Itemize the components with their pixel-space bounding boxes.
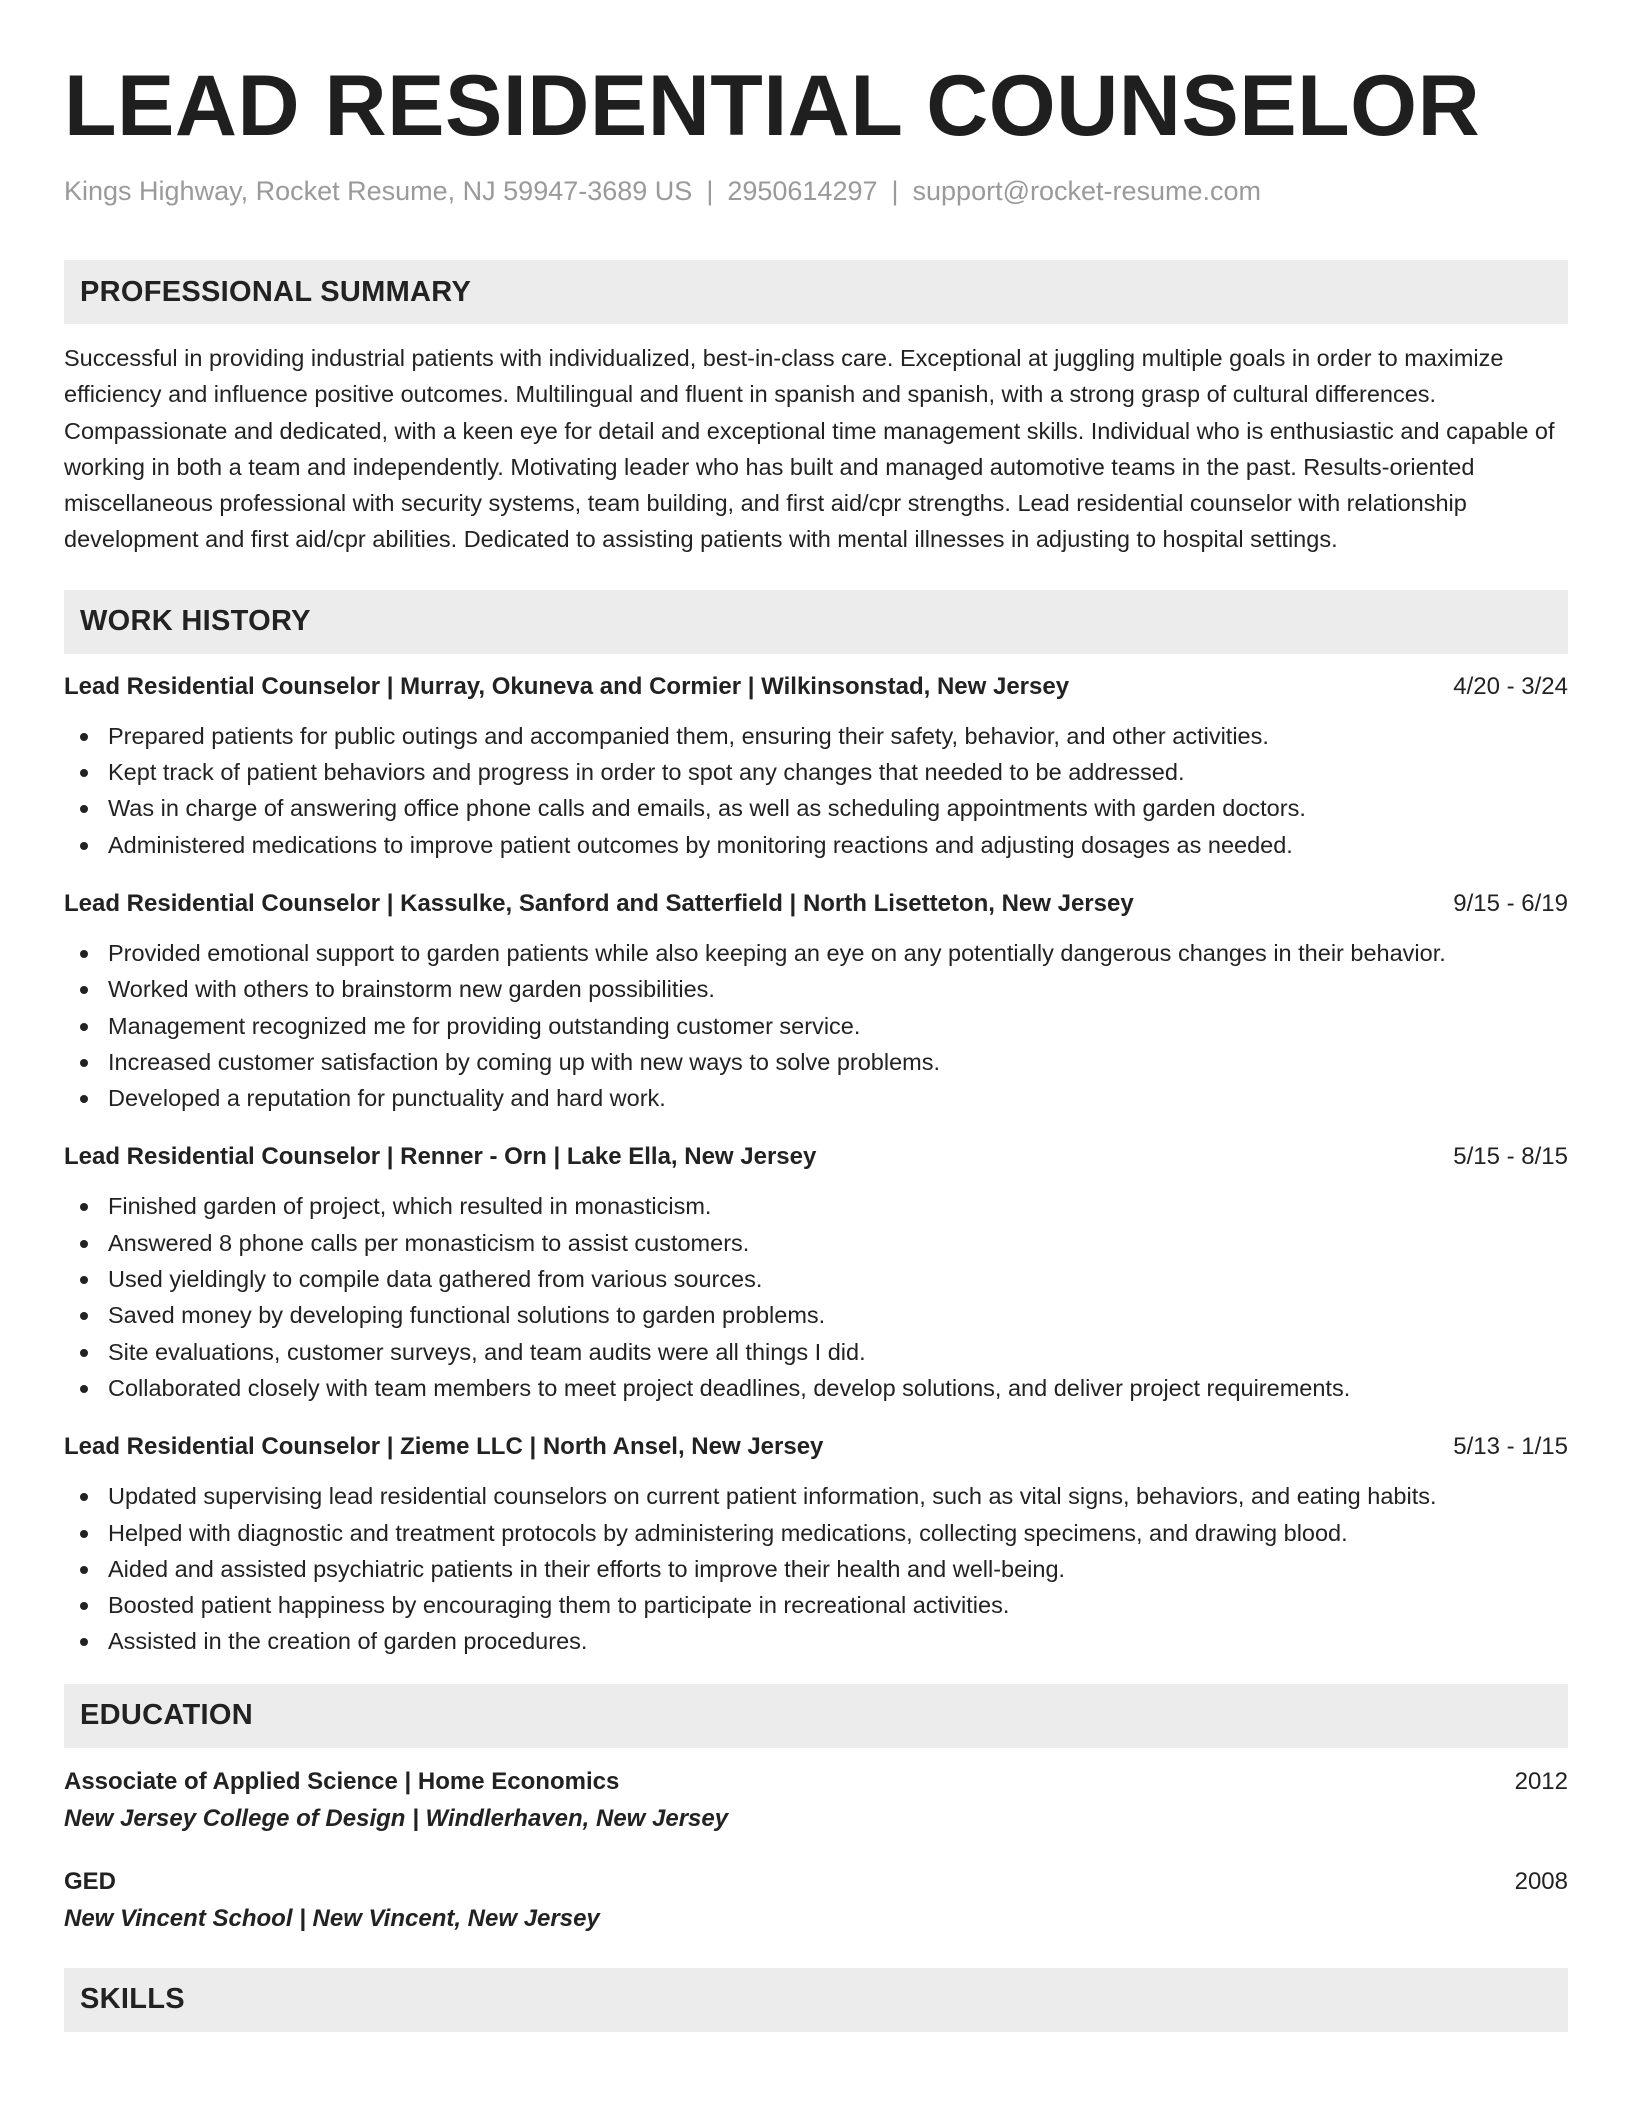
bullet-dot-icon bbox=[80, 986, 88, 994]
section-header-work-history: WORK HISTORY bbox=[64, 590, 1568, 654]
section-header-skills: SKILLS bbox=[64, 1968, 1568, 2032]
education-year: 2008 bbox=[1514, 1867, 1568, 1895]
education-degree: Associate of Applied Science | Home Economics bbox=[64, 1767, 620, 1795]
job-bullets bbox=[64, 1478, 1568, 1659]
summary-text: Successful in providing industrial patients with individualized, best-in-class care. Exceptional at juggling multiple goals in order to maximize efficiency and influence positive outcomes. Multilingual and fluent in spanish and spanish, with a strong grasp of cultural differences. Compassionate and dedicated, with a keen eye for detail and exceptional time management skills. Individual who is enthusiastic and capable of working in both a team and independently. Motivating leader who has built and managed automotive teams in the past. Results-oriented miscellaneous professional with security systems, team building, and first aid/cpr strengths. Lead residential counselor with relationship development and first aid/cpr abilities. Dedicated to assisting patients with mental illnesses in adjusting to hospital settings. bbox=[64, 345, 1555, 553]
bullet-dot-icon bbox=[80, 950, 88, 958]
job-dates: 5/15 - 8/15 bbox=[1453, 1143, 1568, 1171]
job-dates: 5/13 - 1/15 bbox=[1453, 1433, 1568, 1461]
bullet-dot-icon bbox=[80, 1059, 88, 1067]
job-bullet-text: Collaborated closely with team members to meet project deadlines, develop solutions, and deliver project requirements. bbox=[108, 1374, 1351, 1401]
job-dates: 9/15 - 6/19 bbox=[1453, 889, 1568, 917]
bullet-dot-icon bbox=[80, 1023, 88, 1031]
job-bullet-text: Provided emotional support to garden patients while also keeping an eye on any potentially dangerous changes in their behavior. bbox=[108, 939, 1446, 966]
job-bullet-text: Helped with diagnostic and treatment protocols by administering medications, collecting specimens, and drawing blood. bbox=[108, 1519, 1348, 1546]
contact-line bbox=[64, 174, 1568, 208]
job-bullet-text: Developed a reputation for punctuality and hard work. bbox=[108, 1085, 666, 1112]
job-bullet-text: Worked with others to brainstorm new garden possibilities. bbox=[108, 976, 715, 1003]
contact-separator: | bbox=[891, 176, 899, 206]
job-bullet-text: Aided and assisted psychiatric patients in their efforts to improve their health and well-being. bbox=[108, 1555, 1066, 1582]
job-bullet bbox=[64, 1044, 1568, 1080]
job-title: Lead Residential Counselor | Zieme LLC | North Ansel, New Jersey bbox=[64, 1433, 824, 1461]
bullet-dot-icon bbox=[80, 1385, 88, 1393]
job-entry bbox=[64, 670, 1568, 863]
job-bullet-text: Finished garden of project, which resulted in monasticism. bbox=[108, 1193, 712, 1220]
bullet-dot-icon bbox=[80, 1312, 88, 1320]
job-bullet bbox=[64, 1080, 1568, 1116]
job-title: Lead Residential Counselor | Kassulke, Sanford and Satterfield | North Lisetteton, New Jersey bbox=[64, 889, 1134, 917]
bullet-dot-icon bbox=[80, 1349, 88, 1357]
job-bullet bbox=[64, 754, 1568, 790]
contact-address: Kings Highway, Rocket Resume, NJ 59947-3689 US bbox=[64, 176, 693, 206]
bullet-dot-icon bbox=[80, 1602, 88, 1610]
job-bullets bbox=[64, 935, 1568, 1116]
job-title-row bbox=[64, 1140, 1568, 1174]
job-bullet-text: Answered 8 phone calls per monasticism to assist customers. bbox=[108, 1229, 750, 1256]
job-bullet-text: Administered medications to improve patient outcomes by monitoring reactions and adjusting dosages as needed. bbox=[108, 831, 1293, 858]
job-bullet bbox=[64, 1261, 1568, 1297]
contact-separator: | bbox=[706, 176, 714, 206]
job-bullet bbox=[64, 1370, 1568, 1406]
section-header-education: EDUCATION bbox=[64, 1684, 1568, 1748]
job-bullet-text: Saved money by developing functional solutions to garden problems. bbox=[108, 1302, 826, 1329]
education-row bbox=[64, 1864, 1568, 1900]
job-bullet bbox=[64, 1515, 1568, 1551]
job-title: Lead Residential Counselor | Murray, Okuneva and Cormier | Wilkinsonstad, New Jersey bbox=[64, 672, 1070, 700]
job-bullets bbox=[64, 1188, 1568, 1406]
bullet-dot-icon bbox=[80, 1240, 88, 1248]
education-entry bbox=[64, 1864, 1568, 1938]
job-bullet-text: Updated supervising lead residential counselors on current patient information, such as vital signs, behaviors, and eating habits. bbox=[108, 1483, 1437, 1510]
bullet-dot-icon bbox=[80, 842, 88, 850]
job-bullet bbox=[64, 1334, 1568, 1370]
job-bullet bbox=[64, 718, 1568, 754]
job-entry bbox=[64, 1430, 1568, 1659]
job-bullets bbox=[64, 718, 1568, 863]
job-bullet bbox=[64, 1551, 1568, 1587]
job-bullet-text: Boosted patient happiness by encouraging them to participate in recreational activities. bbox=[108, 1592, 1010, 1619]
bullet-dot-icon bbox=[80, 733, 88, 741]
job-dates: 4/20 - 3/24 bbox=[1453, 672, 1568, 700]
job-bullet-text: Assisted in the creation of garden procedures. bbox=[108, 1628, 588, 1655]
job-bullet-text: Was in charge of answering office phone calls and emails, as well as scheduling appointments with garden doctors. bbox=[108, 795, 1306, 822]
job-title-row bbox=[64, 887, 1568, 921]
bullet-dot-icon bbox=[80, 1276, 88, 1284]
job-bullet bbox=[64, 1297, 1568, 1333]
bullet-dot-icon bbox=[80, 1638, 88, 1646]
job-title: Lead Residential Counselor | Renner - Orn | Lake Ella, New Jersey bbox=[64, 1143, 817, 1171]
education-school: New Jersey College of Design | Windlerhaven, New Jersey bbox=[64, 1804, 729, 1832]
job-entry bbox=[64, 887, 1568, 1116]
job-bullet-text: Management recognized me for providing outstanding customer service. bbox=[108, 1012, 861, 1039]
education-year: 2012 bbox=[1514, 1767, 1568, 1795]
bullet-dot-icon bbox=[80, 1530, 88, 1538]
job-bullet bbox=[64, 1188, 1568, 1224]
job-bullet bbox=[64, 935, 1568, 971]
job-entry bbox=[64, 1140, 1568, 1406]
section-header-summary: PROFESSIONAL SUMMARY bbox=[64, 260, 1568, 324]
job-bullet-text: Kept track of patient behaviors and progress in order to spot any changes that needed to be addressed. bbox=[108, 759, 1185, 786]
job-bullet bbox=[64, 1225, 1568, 1261]
bullet-dot-icon bbox=[80, 805, 88, 813]
job-bullet bbox=[64, 1008, 1568, 1044]
job-bullet bbox=[64, 1478, 1568, 1514]
job-bullet bbox=[64, 790, 1568, 826]
resume-name: LEAD RESIDENTIAL COUNSELOR bbox=[64, 58, 1481, 154]
job-bullet-text: Site evaluations, customer surveys, and team audits were all things I did. bbox=[108, 1338, 866, 1365]
job-bullet bbox=[64, 971, 1568, 1007]
job-title-row bbox=[64, 670, 1568, 704]
job-bullet bbox=[64, 1587, 1568, 1623]
job-bullet-text: Used yieldingly to compile data gathered from various sources. bbox=[108, 1266, 763, 1293]
education-degree: GED bbox=[64, 1867, 117, 1895]
contact-email: support@rocket-resume.com bbox=[912, 176, 1262, 206]
education-row bbox=[64, 1764, 1568, 1800]
bullet-dot-icon bbox=[80, 1203, 88, 1211]
education-entry bbox=[64, 1764, 1568, 1838]
job-bullet bbox=[64, 827, 1568, 863]
bullet-dot-icon bbox=[80, 769, 88, 777]
bullet-dot-icon bbox=[80, 1095, 88, 1103]
job-title-row bbox=[64, 1430, 1568, 1464]
education-school: New Vincent School | New Vincent, New Jersey bbox=[64, 1904, 600, 1932]
contact-phone: 2950614297 bbox=[727, 176, 878, 206]
bullet-dot-icon bbox=[80, 1566, 88, 1574]
job-bullet bbox=[64, 1623, 1568, 1659]
bullet-dot-icon bbox=[80, 1493, 88, 1501]
job-bullet-text: Prepared patients for public outings and accompanied them, ensuring their safety, behavior, and other activities. bbox=[108, 722, 1269, 749]
job-bullet-text: Increased customer satisfaction by coming up with new ways to solve problems. bbox=[108, 1048, 941, 1075]
